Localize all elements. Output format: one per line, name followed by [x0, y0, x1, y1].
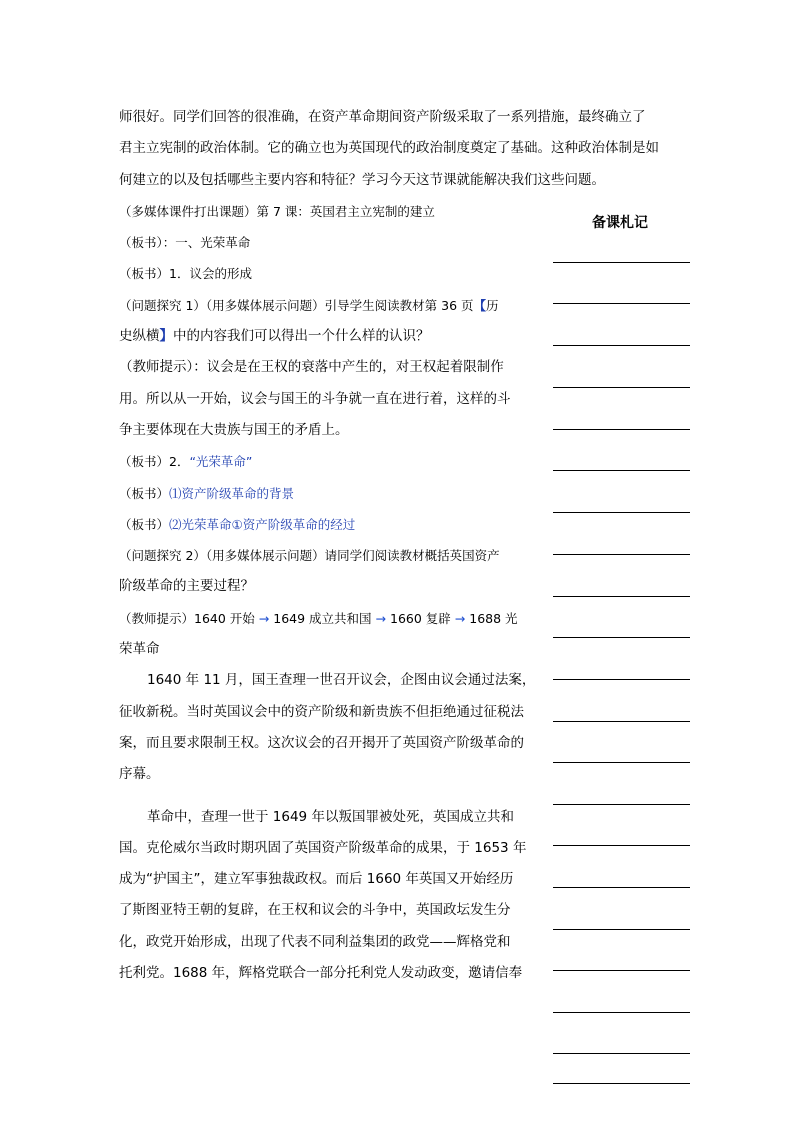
arrow-right-icon: → [375, 610, 387, 626]
notes-line [553, 1083, 690, 1084]
board-prefix: （板书）2． [119, 454, 190, 470]
board-heading-2: （板书）1．议会的形成 [119, 266, 252, 282]
teacher-hint-2-line-1 [119, 603, 539, 634]
timeline-1688: 1688 光 [469, 610, 518, 626]
notes-line [553, 345, 690, 346]
paragraph-revolution-line-2: 国。克伦威尔当政时期巩固了英国资产阶级革命的成果，于 1653 年 [119, 839, 527, 856]
question-1-line-1 [119, 290, 539, 321]
teacher-hint-1-line-1: （教师提示）：议会是在王权的衰落中产生的，对王权起着限制作 [119, 359, 504, 376]
notes-line [553, 1053, 690, 1054]
open-bracket: 【 [473, 297, 487, 313]
notes-line [553, 887, 690, 888]
intro-line-2: 君主立宪制的政治体制。它的确立也为英国现代的政治制度奠定了基础。这种政治体制是如 [119, 140, 659, 157]
board-heading-1: （板书）：一、光荣革命 [119, 235, 251, 251]
question-2-line-1: （问题探究 2）（用多媒体展示问题）请同学们阅读教材概括英国资产 [119, 548, 500, 564]
paragraph-revolution-line-1: 革命中，查理一世于 1649 年以叛国罪被处死，英国成立共和 [147, 808, 514, 825]
timeline-1649: 1649 成立共和国 [273, 610, 372, 626]
notes-line [553, 554, 690, 555]
paragraph-1640-line-2: 征收新税。当时英国议会中的资产阶级和新贵族不但拒绝通过征税法 [119, 703, 524, 720]
teacher-hint-1-line-2: 用。所以从一开始，议会与国王的斗争就一直在进行着，这样的斗 [119, 390, 511, 407]
question-1-word: 历 [486, 297, 499, 313]
question-1-rest: 中的内容我们可以得出一个什么样的认识？ [173, 328, 430, 345]
paragraph-1640-line-1: 1640 年 11 月，国王查理一世召开议会，企图由议会通过法案， [147, 672, 536, 689]
notes-line [553, 845, 690, 846]
notes-line [553, 429, 690, 430]
notes-line [553, 303, 690, 304]
notes-line [553, 512, 690, 513]
notes-line [553, 596, 690, 597]
question-2-line-2: 阶级革命的主要过程？ [119, 578, 254, 595]
timeline-1640: （教师提示）1640 开始 [119, 610, 255, 626]
paragraph-revolution-line-3: 成为“护国主”，建立军事独裁政权。而后 1660 年英国又开始经历 [119, 871, 514, 888]
board-topic: ⑵光荣革命①资产阶级革命的经过 [169, 516, 356, 532]
notes-title: 备课札记 [592, 215, 648, 231]
notes-line [553, 262, 690, 263]
board-topic: “光荣革命” [189, 454, 253, 470]
notes-line [553, 470, 690, 471]
notes-line [553, 679, 690, 680]
timeline-1660: 1660 复辟 [390, 610, 451, 626]
paragraph-revolution-line-5: 化，政党开始形成，出现了代表不同利益集团的政党——辉格党和 [119, 933, 511, 950]
board-prefix: （板书） [119, 485, 170, 501]
arrow-right-icon: → [258, 610, 270, 626]
notes-line [553, 970, 690, 971]
notes-line [553, 929, 690, 930]
paragraph-1640-line-4: 序幕。 [119, 766, 160, 783]
teacher-hint-1-line-3: 争主要体现在大贵族与国王的矛盾上。 [119, 421, 349, 438]
board-topic: ⑴资产阶级革命的背景 [169, 485, 295, 501]
teacher-hint-2-line-2: 荣革命 [119, 641, 160, 658]
close-bracket: 】 [159, 328, 173, 345]
paragraph-revolution-line-6: 托利党。1688 年，辉格党联合一部分托利党人发动政变，邀请信奉 [119, 965, 523, 982]
intro-line-3: 何建立的以及包括哪些主要内容和特征？学习今天这节课就能解决我们这些问题。 [119, 171, 605, 188]
question-1-word-2: 史纵横 [119, 328, 160, 345]
intro-line-1: 师很好。同学们回答的很准确，在资产革命期间资产阶级采取了一系列措施，最终确立了 [119, 109, 646, 125]
notes-line [553, 804, 690, 805]
board-heading-3 [119, 446, 539, 477]
question-1-line-2 [119, 321, 539, 352]
notes-line [553, 387, 690, 388]
paragraph-1640-line-3: 案，而且要求限制王权。这次议会的召开揭开了英国资产阶级革命的 [119, 734, 524, 751]
notes-line [553, 762, 690, 763]
notes-line [553, 1012, 690, 1013]
lesson-title-line: （多媒体课件打出课题）第 7 课：英国君主立宪制的建立 [119, 203, 435, 219]
notes-line [553, 637, 690, 638]
board-heading-5 [119, 509, 539, 540]
board-prefix: （板书） [119, 516, 170, 532]
notes-line [553, 721, 690, 722]
question-1-text: （问题探究 1）（用多媒体展示问题）引导学生阅读教材第 36 页 [119, 297, 474, 313]
board-heading-4 [119, 478, 539, 509]
arrow-right-icon: → [454, 610, 466, 626]
paragraph-revolution-line-4: 了斯图亚特王朝的复辟，在王权和议会的斗争中，英国政坛发生分 [119, 902, 511, 919]
